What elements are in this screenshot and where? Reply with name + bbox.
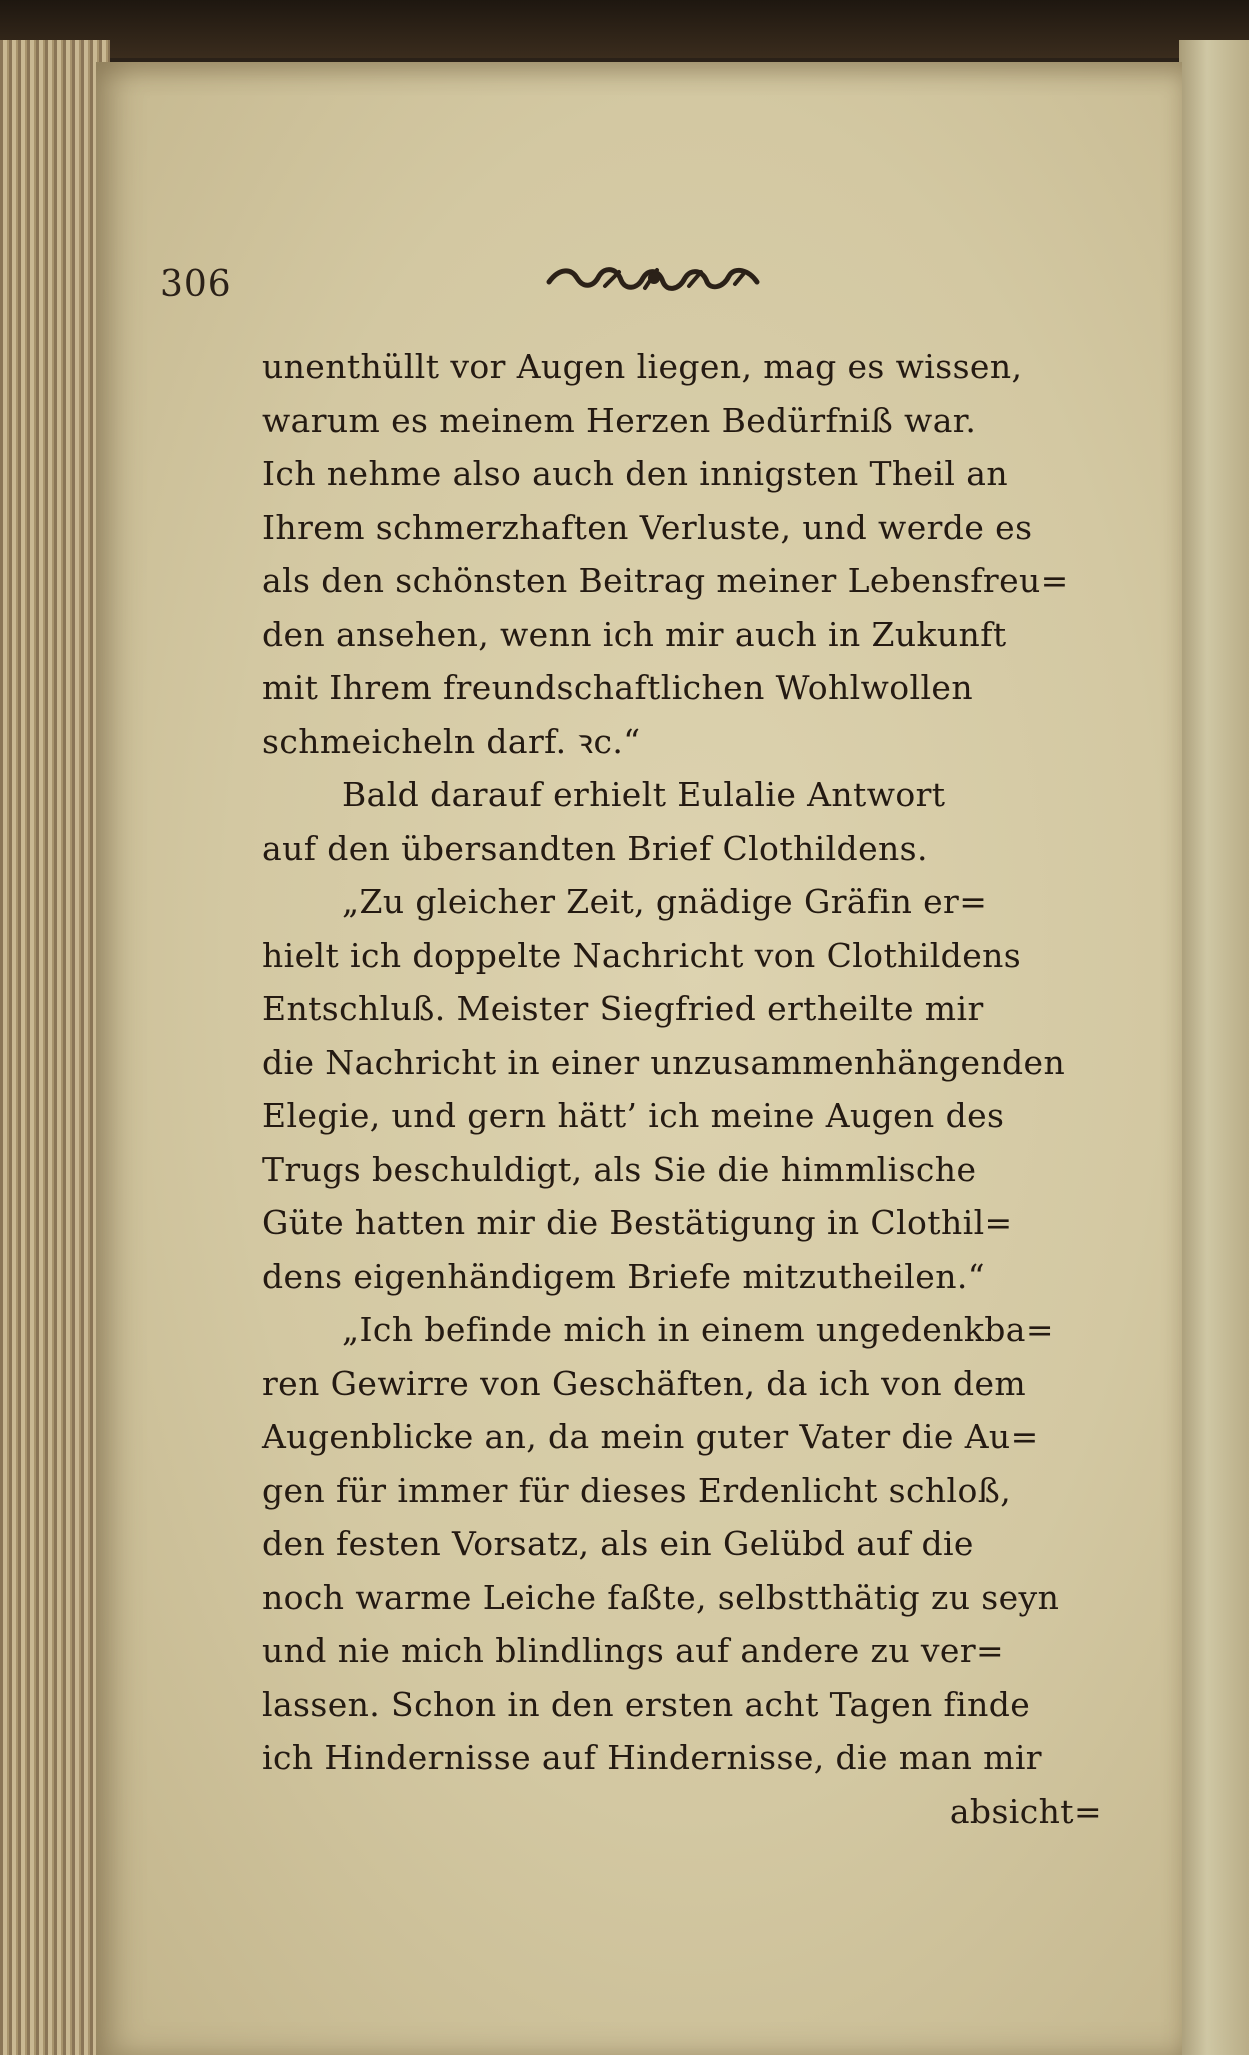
catchword: absicht= [949, 1791, 1102, 1831]
text-line: dens eigenhändigem Briefe mitzutheilen.“ [262, 1256, 986, 1296]
text-line: den festen Vorsatz, als ein Gelübd auf die [262, 1524, 974, 1563]
text-line: Ich nehme also auch den innigsten Theil an [262, 454, 1009, 493]
paragraph-start-line: „Ich befinde mich in einem ungedenkba= [342, 1310, 1054, 1349]
page-block-edges [0, 40, 110, 2055]
paragraph-start-line: Bald darauf erhielt Eulalie Antwort [342, 775, 946, 814]
facing-page-edge [1179, 40, 1249, 2055]
text-line: unenthüllt vor Augen liegen, mag es wissen, [262, 347, 1023, 386]
text-line: Güte hatten mir die Bestätigung in Clothil= [262, 1203, 1013, 1242]
text-line: lassen. Schon in den ersten acht Tagen finde [262, 1684, 1031, 1724]
text-line: als den schönsten Beitrag meiner Lebensfreu= [262, 561, 1069, 600]
text-line: Entschluß. Meister Siegfried ertheilte mir [262, 989, 984, 1028]
text-line: mit Ihrem freundschaftlichen Wohlwollen [262, 668, 974, 707]
text-line: hielt ich doppelte Nachricht von Clothildens [262, 935, 1022, 975]
ornament-icon [545, 258, 763, 300]
page-header [160, 258, 840, 318]
text-line: Trugs beschuldigt, als Sie die himmlische [262, 1149, 977, 1189]
text-line: Augenblicke an, da mein guter Vater die Au= [262, 1417, 1039, 1456]
text-line: schmeicheln darf. ꝛc.“ [262, 721, 641, 761]
page-number: 306 [160, 264, 232, 305]
page-body [262, 340, 1102, 1838]
text-line: gen für immer für dieses Erdenlicht schloß, [262, 1470, 1012, 1510]
text-line: ich Hindernisse auf Hindernisse, die man mir [262, 1738, 1042, 1777]
text-line: und nie mich blindlings auf andere zu ver= [262, 1631, 1005, 1670]
text-line: die Nachricht in einer unzusammenhängenden [262, 1042, 1066, 1082]
paragraph-start-line: „Zu gleicher Zeit, gnädige Gräfin er= [342, 882, 988, 921]
text-line: ren Gewirre von Geschäften, da ich von dem [262, 1363, 1027, 1403]
text-line: auf den übersandten Brief Clothildens. [262, 828, 928, 868]
book-cover-edge [0, 0, 1249, 58]
text-line: noch warme Leiche faßte, selbstthätig zu seyn [262, 1577, 1060, 1617]
text-line: Ihrem schmerzhaften Verluste, und werde es [262, 507, 1033, 547]
text-line: den ansehen, wenn ich mir auch in Zukunft [262, 614, 1007, 654]
text-line: Elegie, und gern hätt’ ich meine Augen des [262, 1096, 1005, 1135]
text-line: warum es meinem Herzen Bedürfniß war. [262, 400, 977, 440]
